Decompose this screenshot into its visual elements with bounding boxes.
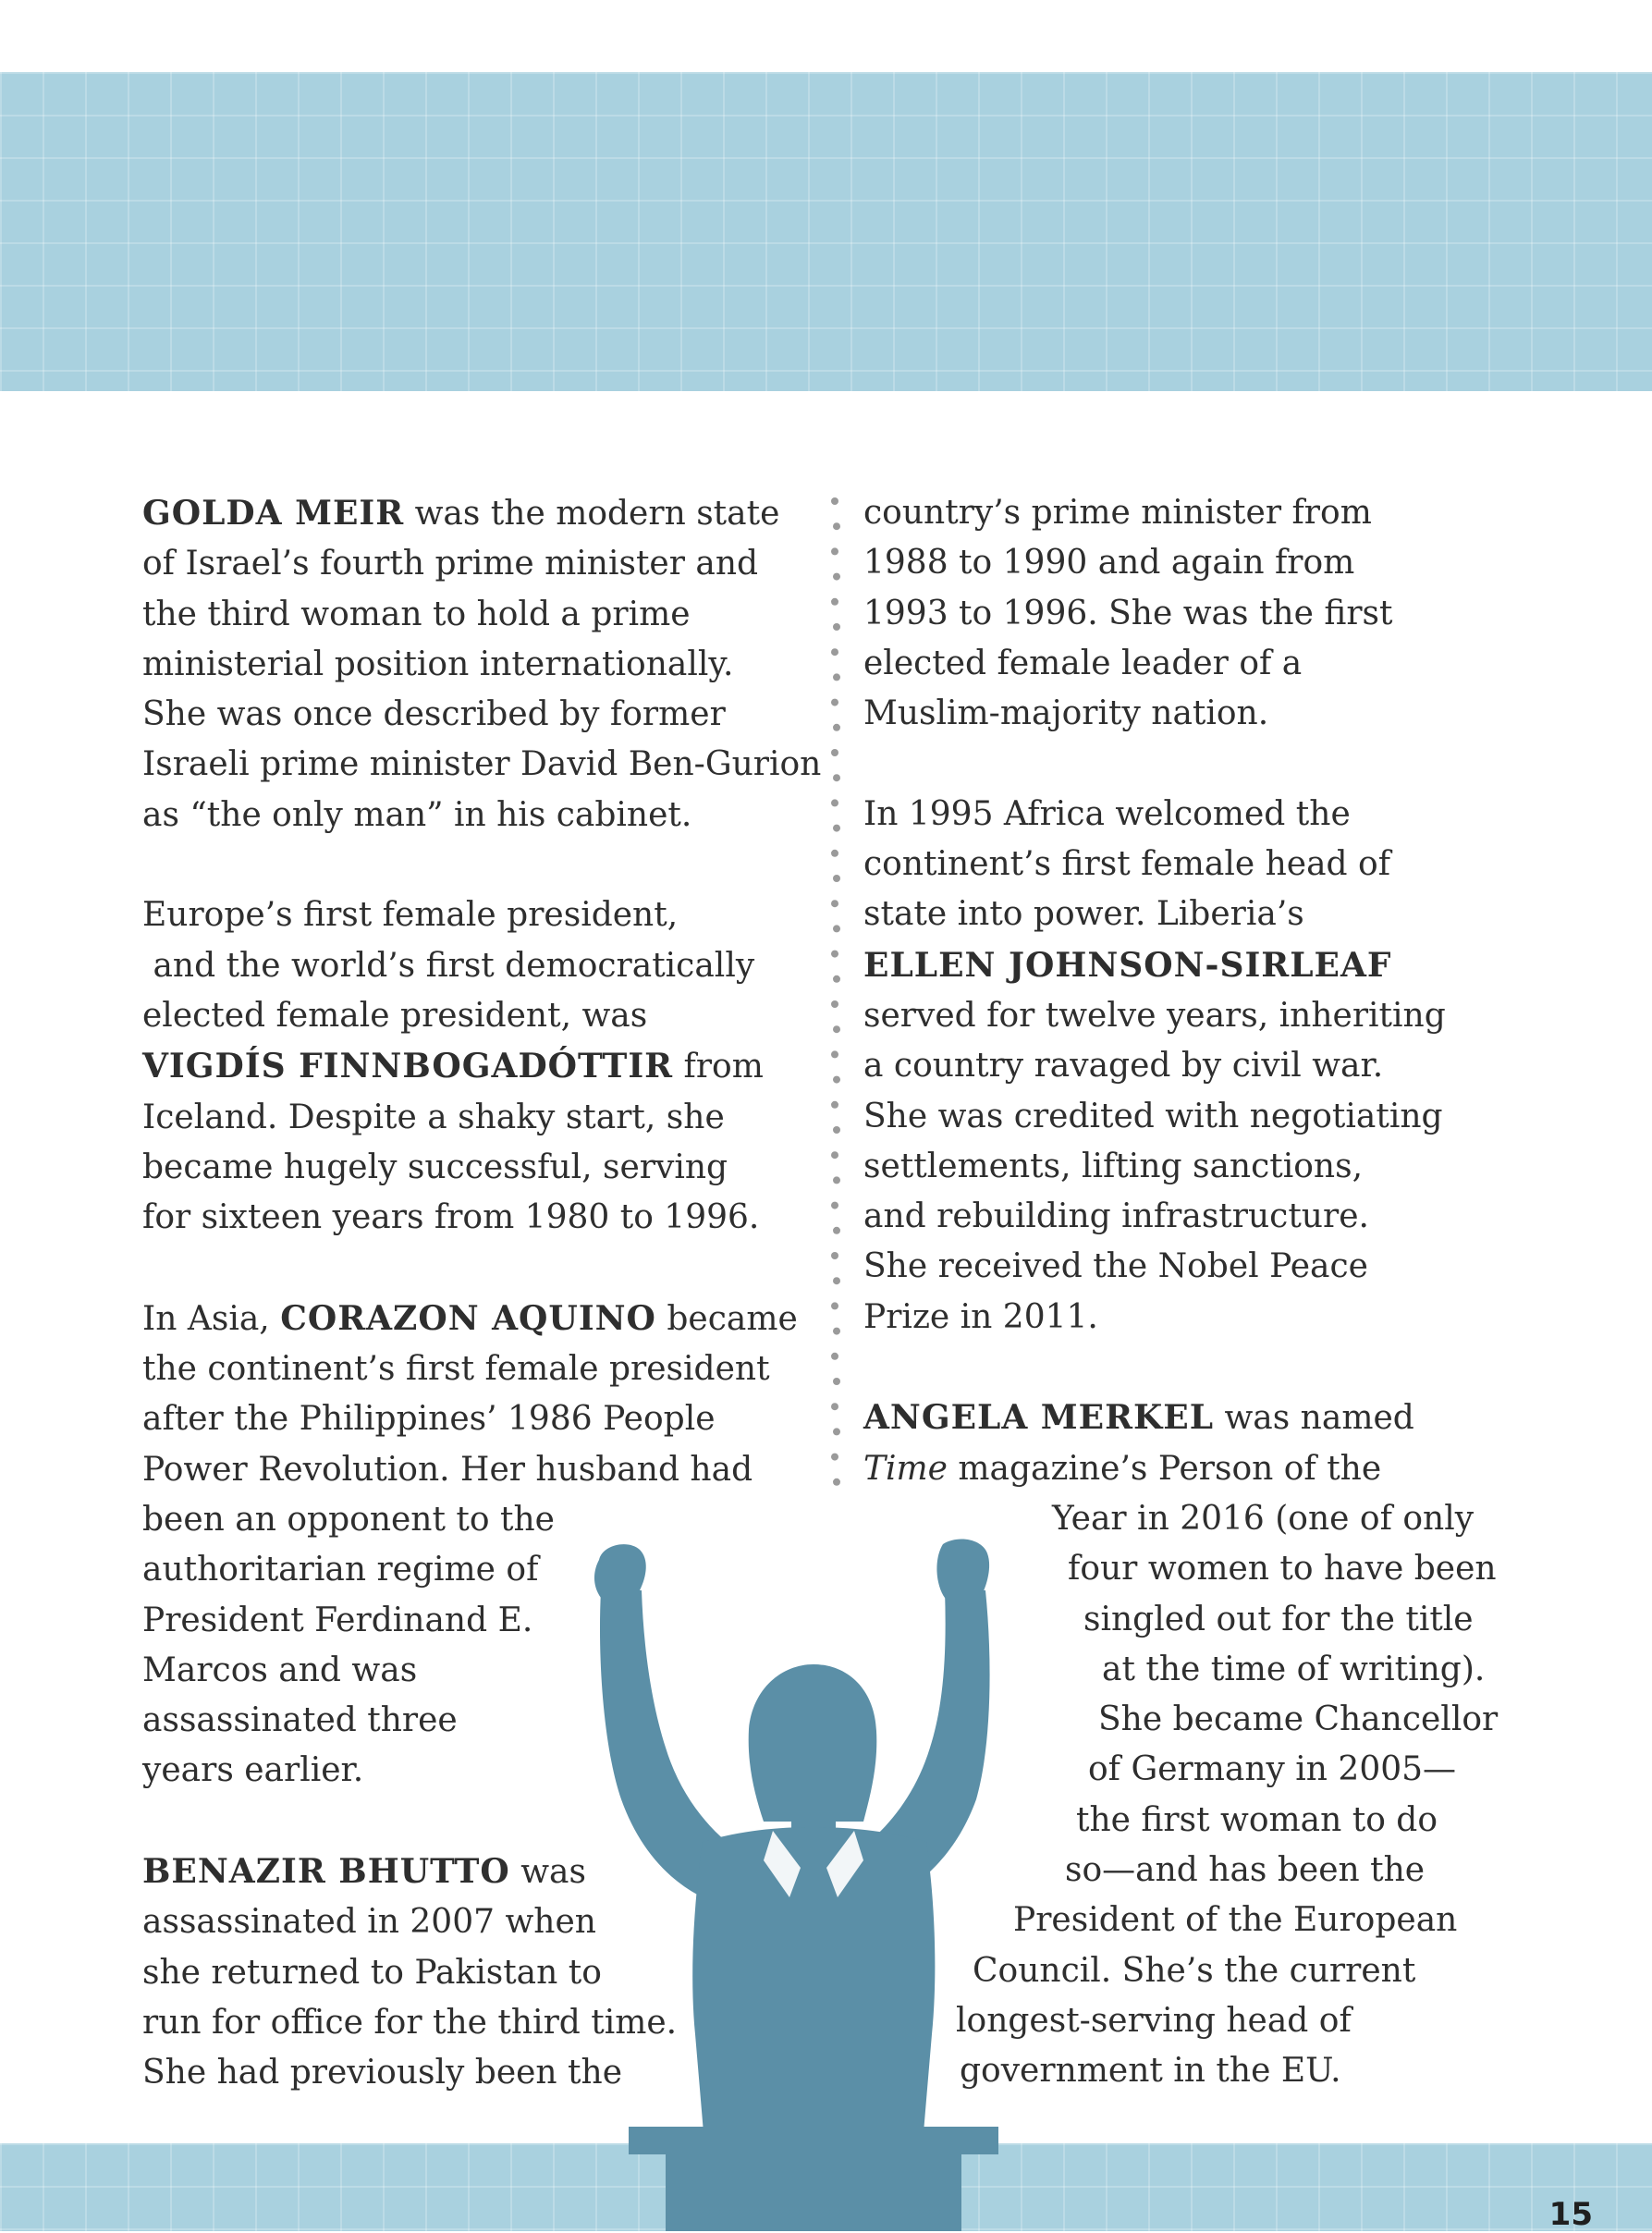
paragraph-benazir-bhutto: BENAZIR BHUTTO was assassinated in 2007 when she returned to Pakistan to run for office for the third time. She had previously been the	[142, 1852, 678, 2092]
paragraph-corazon-aquino: In Asia, CORAZON AQUINO became the continent’s first female president after the Philippines’ 1986 People Power Revolution. Her husband had been an opponent to the authoritarian regime of President Ferdinand E. Marcos and was assassinated three years earlier.	[142, 1298, 798, 1790]
divider-dot	[831, 1202, 838, 1209]
divider-dot	[833, 623, 840, 631]
paragraph-ellen-johnson-sirleaf: In 1995 Africa welcomed the continent’s first female head of state into power. Liberia’s ELLEN JOHNSON-SIRLEAF served for twelve years, inheriting a country ravaged by civil war. She was credited with negotiating settlements, lifting sanctions, and rebuilding infrastructure. She received the Nobel Peace Prize in 2011.	[863, 794, 1446, 1336]
divider-dot	[833, 875, 840, 882]
divider-dot	[833, 1227, 840, 1234]
name-vigdis-finnbogadottir: VIGDÍS FINNBOGADÓTTIR	[142, 1047, 674, 1086]
name-corazon-aquino: CORAZON AQUINO	[280, 1298, 656, 1338]
divider-dot	[833, 573, 840, 581]
divider-dot	[833, 975, 840, 983]
divider-dot	[833, 925, 840, 932]
divider-dot	[831, 547, 838, 555]
divider-dot	[831, 1353, 838, 1360]
divider-dot	[833, 1478, 840, 1486]
divider-dot	[831, 749, 838, 756]
divider-dot	[831, 850, 838, 857]
divider-dot	[833, 673, 840, 681]
divider-dot	[831, 1101, 838, 1109]
divider-dot	[833, 724, 840, 731]
divider-dot	[833, 1378, 840, 1385]
divider-dot	[831, 598, 838, 606]
divider-dot	[833, 825, 840, 832]
paragraph-angela-merkel: ANGELA MERKEL was named Time magazine’s Person of the Year in 2016 (one of only four women to have been singled out for the title at the time of writing). She became Chancellor of Germany in 2005— the first woman to do so—and has been the President of the European Council. She’s the current longest-serving head of government in the EU.	[863, 1398, 1499, 2091]
divider-dot	[833, 774, 840, 781]
paragraph-golda-meir: GOLDA MEIR was the modern state of Israel’s fourth prime minister and the third woman to hold a prime ministerial position internationally. She was once described by former Israeli prime minister David Ben-Gurion as “the only man” in his cabinet.	[142, 494, 822, 834]
divider-dot	[833, 1277, 840, 1284]
divider-dot	[831, 1252, 838, 1259]
top-decorative-band	[0, 72, 1652, 391]
divider-dot	[833, 1428, 840, 1435]
divider-dot	[831, 1403, 838, 1410]
divider-dot	[833, 1176, 840, 1184]
divider-dot	[833, 522, 840, 530]
divider-dot	[831, 799, 838, 806]
divider-dot	[833, 1126, 840, 1134]
divider-dot	[831, 1151, 838, 1159]
page-number: 15	[1548, 2196, 1593, 2233]
divider-dot	[831, 1050, 838, 1058]
paragraph-benazir-continued: country’s prime minister from 1988 to 1990 and again from 1993 to 1996. She was the first elected female leader of a Muslim-majority nation.	[863, 494, 1393, 733]
name-benazir-bhutto: BENAZIR BHUTTO	[142, 1852, 510, 1892]
divider-dot	[831, 648, 838, 656]
name-angela-merkel: ANGELA MERKEL	[863, 1398, 1215, 1438]
woman-leader-silhouette-illustration	[564, 1516, 1063, 2231]
divider-dot	[831, 951, 838, 958]
divider-dot	[831, 699, 838, 706]
time-magazine-title: Time	[863, 1449, 948, 1488]
divider-dot	[833, 1076, 840, 1084]
divider-dot	[833, 1025, 840, 1033]
name-ellen-johnson-sirleaf: ELLEN JOHNSON-SIRLEAF	[863, 945, 1392, 985]
divider-dot	[831, 497, 838, 505]
name-golda-meir: GOLDA MEIR	[142, 494, 405, 533]
divider-dot	[831, 1454, 838, 1461]
paragraph-vigdis-finnbogadottir: Europe’s first female president, and the world’s first democratically elected female president, was VIGDÍS FINNBOGADÓTTIR from Iceland. Despite a shaky start, she became hugely successful, serving for sixteen years from 1980 to 1996.	[142, 896, 764, 1237]
dotted-column-divider	[826, 497, 845, 1487]
divider-dot	[833, 1328, 840, 1335]
divider-dot	[831, 1000, 838, 1008]
divider-dot	[831, 1302, 838, 1309]
divider-dot	[831, 900, 838, 907]
